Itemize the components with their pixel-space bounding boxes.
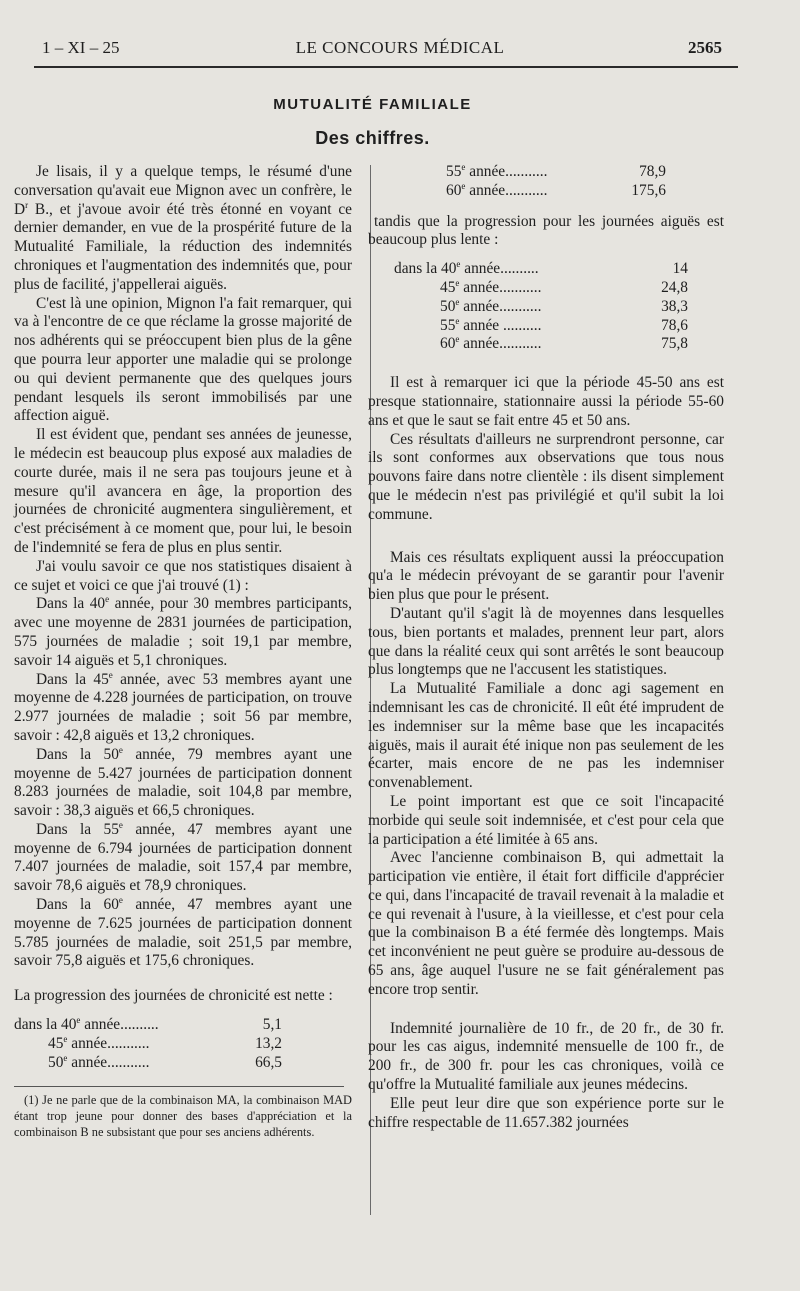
row-label: dans la 40e année.......... xyxy=(394,260,539,278)
paragraph: Dans la 40e année, pour 30 membres participants, avec une moyenne de 2831 journées de participation, 575 journées de maladie ; soit 19,1 par membre, savoir 14 aiguës et 5,1 chroniques. xyxy=(14,594,352,669)
row-label: 60e année........... xyxy=(446,181,548,199)
row-value: 38,3 xyxy=(661,297,688,315)
chronic-intro: La progression des journées de chronicité est nette : xyxy=(14,987,333,1005)
table-row xyxy=(368,260,724,279)
table-row xyxy=(368,298,724,317)
paragraph: C'est là une opinion, Mignon l'a fait remarquer, qui va à l'encontre de ce que réclame la grosse majorité de nos adhérents qui se préoccupent bien plus de la gêne que pourra leur apporter une maladie qui se prolonge ou qui devient permanente que des quelques jours pendant lesquels ils seront immobilisés par une affection aiguë. xyxy=(14,294,352,425)
row-value: 78,6 xyxy=(661,316,688,334)
row-label: 45e année........... xyxy=(440,278,542,296)
acute-intro: tandis que la progression pour les journées aiguës est beaucoup plus lente : xyxy=(368,212,724,249)
header-journal-title: LE CONCOURS MÉDICAL xyxy=(295,38,505,57)
row-label: 50e année........... xyxy=(440,297,542,315)
left-paragraphs xyxy=(14,163,352,971)
row-label: 60e année........... xyxy=(440,335,542,353)
header-rule xyxy=(34,66,738,68)
paragraph: Mais ces résultats expliquent aussi la préoccupation qu'a le médecin prévoyant de se garantir pour l'avenir bien plus que pour le présent. xyxy=(368,548,724,604)
paragraph: Le point important est que ce soit l'incapacité morbide qui seule soit indemnisée, et c'est pour cela que la participation a été limitée à 65 ans. xyxy=(368,792,724,848)
row-value: 14 xyxy=(672,260,688,278)
row-label: 50e année........... xyxy=(48,1053,150,1071)
row-value: 66,5 xyxy=(255,1053,282,1071)
footnote-rule xyxy=(14,1086,344,1087)
paragraph: Dans la 45e année, avec 53 membres ayant une moyenne de 4.228 journées de participation, on trouve 2.977 journées de maladie ; soit 56 par membre, savoir : 42,8 aiguës et 13,2 chroniques. xyxy=(14,669,352,744)
acute-table xyxy=(368,260,724,354)
row-value: 75,8 xyxy=(661,335,688,353)
row-value: 5,1 xyxy=(262,1016,282,1034)
header-page-number: 2565 xyxy=(688,38,722,57)
table-row xyxy=(368,335,724,354)
row-label: 45e année........... xyxy=(48,1034,150,1052)
footnote: (1) Je ne parle que de la combinaison MA, la combinaison MAD étant trop jeune pour donner des bases d'appréciation et la combinaison B ne subsistant que pour ses anciens adhérents. xyxy=(14,1093,352,1139)
row-value: 13,2 xyxy=(255,1034,282,1052)
row-label: 55e année........... xyxy=(446,163,548,180)
left-column xyxy=(14,163,352,1140)
right-paragraphs-c xyxy=(368,1020,724,1133)
right-column xyxy=(368,163,724,1132)
table-row xyxy=(368,279,724,298)
table-row xyxy=(368,182,724,201)
table-row xyxy=(368,163,724,182)
paragraph: La Mutualité Familiale a donc agi sagement en indemnisant les cas de chronicité. Il eût été imprudent de les indemniser sur la même base que les incapacités aiguës, mais il aurait été inique non pas seulement de les écarter, mais encore de ne pas les indemniser convenablement. xyxy=(368,680,724,792)
chronic-table xyxy=(14,1016,352,1072)
chronic-table-continued xyxy=(368,163,724,201)
article-subtitle: Des chiffres. xyxy=(315,128,430,148)
paragraph: J'ai voulu savoir ce que nos statistiques disaient à ce sujet et voici ce que j'ai trouvé (1) : xyxy=(14,557,352,594)
paragraph: D'autant qu'il s'agit là de moyennes dans lesquelles tous, bien portants et malades, prennent leur part, alors que dans la réalité ceux qui sont arrêtés le sont beaucoup plus longtemps que ne l'accusent les statistiques. xyxy=(368,604,724,679)
paragraph: Dans la 60e année, 47 membres ayant une moyenne de 7.625 journées de participation donnent 5.785 journées de maladie, soit 251,5 par membre, savoir 75,8 aiguës et 175,6 chroniques. xyxy=(14,894,352,970)
paragraph: Dans la 50e année, 79 membres ayant une moyenne de 5.427 journées de participation donnent 8.283 journées de maladie, soit 104,8 par membre, savoir : 38,3 aiguës et 66,5 chroniques. xyxy=(14,744,352,820)
table-row xyxy=(14,1054,352,1073)
header-date: 1 – XI – 25 xyxy=(42,38,120,57)
paragraph: Dans la 55e année, 47 membres ayant une moyenne de 6.794 journées de participation donnent 7.407 journées de maladie, soit 157,4 par membre, savoir 78,6 aiguës et 78,9 chroniques. xyxy=(14,819,352,895)
paragraph: Il est à remarquer ici que la période 45-50 ans est presque stationnaire, stationnaire aussi la période 55-60 ans et que le saut se fait entre 45 et 50 ans. xyxy=(368,374,724,429)
right-paragraphs-b xyxy=(368,549,724,1000)
paragraph: Ces résultats d'ailleurs ne surprendront personne, car ils sont conformes aux observations que tous nous pouvons faire dans notre clientèle : ils disent simplement que le médecin n'est pas privilégié et qu'il subit la loi commune. xyxy=(368,430,724,523)
paragraph: Elle peut leur dire que son expérience porte sur le chiffre respectable de 11.657.382 journées xyxy=(368,1094,724,1131)
paragraph: Avec l'ancienne combinaison B, qui admettait la participation vie entière, il était fort difficile d'apprécier ce qui, dans l'incapacité de travail revenait à la maladie et ce qui revenait à l'usure, à la vieillesse, et c'est pour cela que la combinaison B a été fermée dès longtemps. Mais cet inconvénient ne peut guère se produire au-dessous de 65 ans, âge auquel l'usure ne se fait généralement pas encore trop sentir. xyxy=(368,849,724,998)
table-row xyxy=(14,1035,352,1054)
row-value: 175,6 xyxy=(631,181,666,199)
paragraph: Il est évident que, pendant ses années de jeunesse, le médecin est beaucoup plus exposé aux maladies de courte durée, mais il ne sera pas toujours jeune et à mesure qu'il avancera en âge, la proportion des journées de chronicité augmentera singulièrement, et c'est précisément à ce moment que, pour lui, le besoin de l'indemnité se fera de plus en plus sentir. xyxy=(14,426,352,556)
section-title: MUTUALITÉ FAMILIALE xyxy=(273,96,472,113)
table-row xyxy=(14,1016,352,1035)
row-label: 55e année .......... xyxy=(440,316,542,334)
paragraph: Indemnité journalière de 10 fr., de 20 fr., de 30 fr. pour les cas aigus, indemnité mensuelle de 100 fr., de 200 fr., de 300 fr. pour les cas chroniques, voilà ce qu'offre la Mutualité familiale aux jeunes médecins. xyxy=(368,1019,724,1094)
row-value: 78,9 xyxy=(639,163,666,180)
row-label: dans la 40e année.......... xyxy=(14,1016,159,1034)
table-row xyxy=(368,317,724,336)
row-value: 24,8 xyxy=(661,278,688,296)
paragraph: Je lisais, il y a quelque temps, le résumé d'une conversation qu'avait eue Mignon avec un confrère, le $D^r$ B., et j'avoue avoir été très étonné en voyant ce dernier demander, en vue de la prospérité future de la Mutualité Familiale, la réduction des indemnités chroniques et l'augmentation des indemnités que, pour plus de facilité, j'appellerai aiguës. xyxy=(14,163,352,293)
right-paragraphs-a xyxy=(368,374,724,524)
